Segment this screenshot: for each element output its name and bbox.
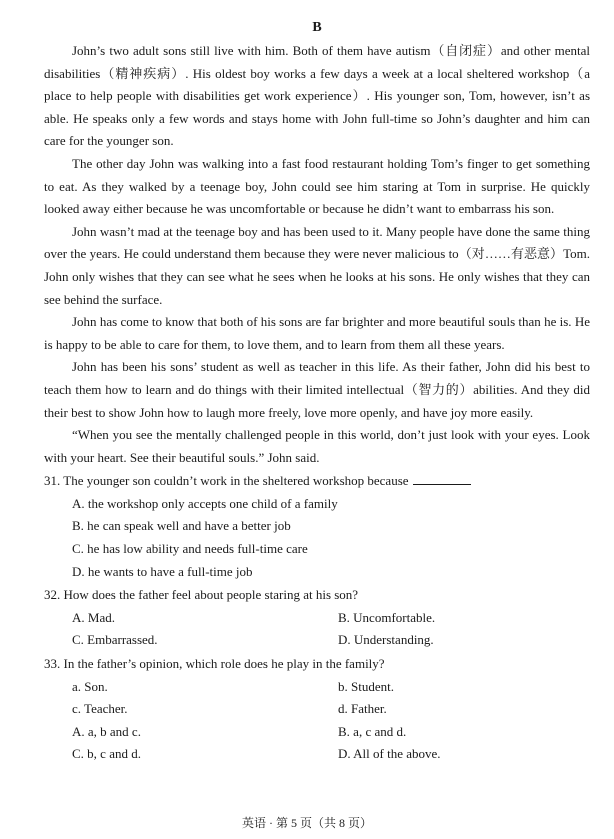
option-33-d: D. All of the above.: [338, 746, 441, 762]
page-footer: 英语 · 第 5 页（共 8 页）: [242, 816, 372, 830]
option-33-c: C. b, c and d.: [72, 746, 141, 762]
option-32-c: C. Embarrassed.: [72, 632, 158, 648]
question-32-stem: 32. How does the father feel about people staring at his son?: [44, 587, 359, 603]
question-31-stem: 31. The younger son couldn’t work in the sheltered workshop because: [44, 473, 409, 489]
question-31: [44, 470, 590, 583]
option-32-b: B. Uncomfortable.: [338, 609, 436, 625]
paragraph-2: The other day John was walking into a fast food restaurant holding Tom’s finger to get something to eat. As they walked by a teenage boy, John could see him staring at Tom in surprise. He quickly looked away either because he was uncomfortable or because he didn’t want to embarrass his son.: [44, 155, 590, 217]
option-32-d: D. Understanding.: [338, 632, 434, 648]
paragraph-3: John wasn’t mad at the teenage boy and has been used to it. Many people have done the same thing over the years. He could understand them because they were never malicious to（对……有恶意）Tom. John only wishes that they can see what he sees when he looks at his sons. He only wishes that they can see behind the surface.: [44, 223, 590, 307]
question-32: [44, 584, 590, 652]
item-33-a: a. Son.: [72, 678, 108, 694]
item-33-d: d. Father.: [338, 701, 387, 717]
question-32-options: [44, 607, 590, 652]
option-31-b: B. he can speak well and have a better job: [72, 518, 291, 534]
option-31-c: C. he has low ability and needs full-time care: [72, 541, 308, 557]
item-33-b: b. Student.: [338, 678, 394, 694]
question-33: [44, 653, 590, 766]
paragraph-6: “When you see the mentally challenged people in this world, don’t just look with your eyes. Look with your heart. See their beautiful souls.” John said.: [44, 427, 590, 465]
paragraph-1: John’s two adult sons still live with him. Both of them have autism（自闭症）and other mental disabilities（精神疾病）. His oldest boy works a few days a week at a local sheltered workshop（a place to help people with disabilities get work experience）. His younger son, Tom, however, isn’t as able. He speaks only a few words and stays home with John full-time so John’s daughter and him can care for the younger son.: [44, 43, 591, 149]
passage: [44, 40, 590, 469]
question-33-stem: 33. In the father’s opinion, which role does he play in the family?: [44, 656, 385, 672]
item-33-c: c. Teacher.: [72, 701, 128, 717]
paragraph-4: John has come to know that both of his sons are far brighter and more beautiful souls than he is. He is happy to be able to care for them, to love them, and to learn from them all these years.: [44, 314, 590, 352]
option-33-b: B. a, c and d.: [338, 723, 407, 739]
answer-blank: [413, 472, 471, 485]
option-32-a: A. Mad.: [72, 609, 115, 625]
option-33-a: A. a, b and c.: [72, 723, 141, 739]
option-31-d: D. he wants to have a full-time job: [72, 563, 253, 579]
question-33-items: [44, 676, 590, 766]
paragraph-5: John has been his sons’ student as well as teacher in this life. As their father, John did his best to teach them how to learn and do things with their limited intellectual（智力的）abilities. And they did their best to show John how to laugh more freely, love more openly, and have joy more easily.: [44, 359, 590, 420]
section-title: B: [312, 20, 322, 35]
option-31-a: A. the workshop only accepts one child of a family: [72, 495, 338, 511]
